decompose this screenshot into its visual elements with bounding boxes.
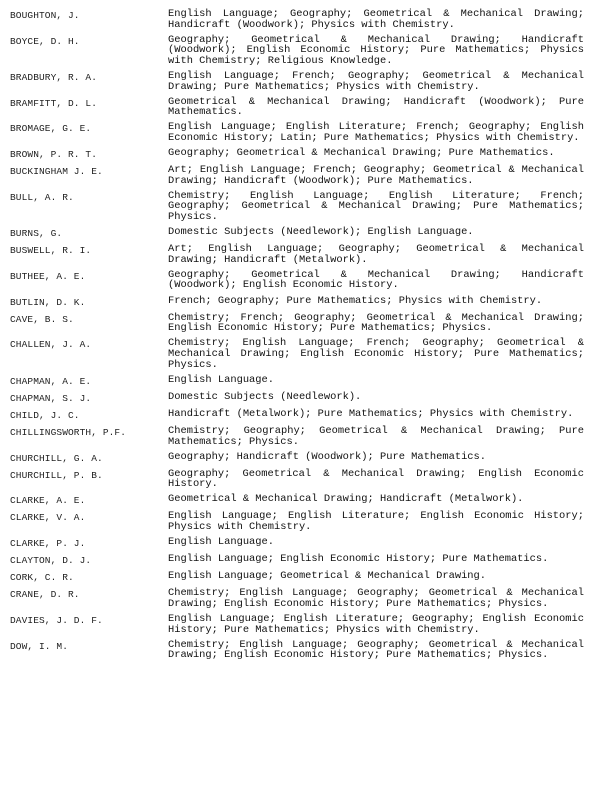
list-item	[10, 296, 590, 309]
subject-list: English Language; English Literature; French; Geography; English Economic History; Latin; Pure Mathematics; Physics with Chemistry.	[168, 121, 584, 144]
candidate-name: CHAPMAN, S. J.	[10, 392, 92, 404]
candidate-name: CHURCHILL, G. A.	[10, 452, 103, 464]
candidate-name: BUCKINGHAM J. E.	[10, 166, 103, 178]
subject-list: Chemistry; Geography; Geometrical & Mechanical Drawing; Pure Mathematics; Physics.	[168, 424, 584, 448]
candidate-name: CLARKE, P. J.	[10, 538, 86, 550]
subject-list: Chemistry; French; Geography; Geometrical & Mechanical Drawing; English Economic History; Pure Mathematics; Physics.	[168, 311, 584, 335]
list-item	[10, 494, 590, 507]
list-item	[10, 97, 590, 118]
candidate-name: CHURCHILL, P. B.	[10, 469, 103, 481]
list-item	[10, 537, 590, 550]
candidate-name: DAVIES, J. D. F.	[10, 615, 103, 627]
candidate-name: CAVE, B. S.	[10, 313, 74, 325]
subject-list: English Language; Geometrical & Mechanical Drawing.	[168, 570, 487, 583]
candidate-name: BOYCE, D. H.	[10, 35, 80, 47]
list-item	[10, 122, 590, 143]
candidate-name: BUTHEE, A. E.	[10, 270, 86, 282]
candidate-name: BRAMFITT, D. L.	[10, 97, 98, 109]
candidate-name: BULL, A. R.	[10, 191, 74, 203]
subject-list: English Language; French; Geography; Geometrical & Mechanical Drawing; Pure Mathematics; Physics with Chemistry.	[168, 69, 584, 93]
candidate-name: CHAPMAN, A. E.	[10, 375, 92, 387]
subject-list: Handicraft (Metalwork); Pure Mathematics; Physics with Chemistry.	[168, 407, 574, 420]
candidate-name: BURNS, G.	[10, 228, 63, 240]
list-item	[10, 392, 590, 405]
list-item	[10, 270, 590, 291]
list-item	[10, 511, 590, 532]
subject-list: Art; English Language; Geography; Geometrical & Mechanical Drawing; Handicraft (Metalwork).	[168, 243, 584, 266]
candidate-name: CRANE, D. R.	[10, 589, 80, 601]
subject-list: French; Geography; Pure Mathematics; Physics with Chemistry.	[168, 294, 543, 307]
list-item	[10, 409, 590, 422]
list-item	[10, 165, 590, 186]
candidate-name: CLARKE, A. E.	[10, 495, 86, 507]
candidate-name: CHILLINGSWORTH, P.F.	[10, 426, 127, 438]
candidate-name: CHILD, J. C.	[10, 409, 80, 421]
candidate-name: BOUGHTON, J.	[10, 10, 80, 21]
candidate-name: CORK, C. R.	[10, 572, 74, 584]
subject-list: Domestic Subjects (Needlework).	[168, 390, 362, 403]
candidate-name: CLAYTON, D. J.	[10, 555, 92, 567]
list-item	[10, 614, 590, 635]
candidate-name: CLARKE, V. A.	[10, 512, 86, 524]
candidate-name: BROWN, P. R. T.	[10, 149, 98, 161]
subject-list: English Language; English Economic History; Pure Mathematics.	[168, 553, 549, 566]
list-item	[10, 640, 590, 661]
list-item	[10, 588, 590, 609]
subject-list: Chemistry; English Language; French; Geography; Geometrical & Mechanical Drawing; English Economic History; Pure Mathematics; Physics.	[168, 337, 584, 371]
list-item	[10, 9, 590, 30]
list-item	[10, 452, 590, 465]
subject-list: Geometrical & Mechanical Drawing; Handicraft (Woodwork); Pure Mathematics.	[168, 95, 584, 119]
subject-list: Art; English Language; French; Geography; Geometrical & Mechanical Drawing; Handicraft (Woodwork); Pure Mathematics.	[168, 164, 584, 187]
candidate-name: DOW, I. M.	[10, 640, 69, 652]
subject-list: English Language.	[168, 536, 275, 549]
subject-list: English Language; Geography; Geometrical & Mechanical Drawing; Handicraft (Woodwork); Physics with Chemistry.	[168, 8, 584, 31]
list-item	[10, 35, 590, 67]
subject-list: Geography; Geometrical & Mechanical Drawing; Pure Mathematics.	[168, 147, 555, 160]
subject-list: Geography; Geometrical & Mechanical Drawing; Handicraft (Woodwork); English Economic History; Pure Mathematics; Physics with Chemistry; Religious Knowledge.	[168, 33, 584, 67]
subject-list: English Language.	[168, 373, 275, 386]
subject-list: Geography; Geometrical & Mechanical Drawing; English Economic History.	[168, 467, 584, 491]
subject-list: English Language; English Literature; English Economic History; Physics with Chemistry.	[168, 510, 584, 534]
candidate-name: BRADBURY, R. A.	[10, 71, 98, 83]
subject-list: Chemistry; English Language; Geography; Geometrical & Mechanical Drawing; English Economic History; Pure Mathematics; Physics.	[168, 638, 584, 662]
candidate-name: BUTLIN, D. K.	[10, 296, 86, 308]
candidate-name: BROMAGE, G. E.	[10, 123, 92, 135]
subject-list: Geometrical & Mechanical Drawing; Handicraft (Metalwork).	[168, 493, 524, 506]
subject-list: Chemistry; English Language; English Literature; French; Geography; Geometrical & Mechanical Drawing; Pure Mathematics; Physics.	[168, 189, 584, 223]
list-item	[10, 571, 590, 584]
list-item	[10, 313, 590, 334]
candidate-name: CHALLEN, J. A.	[10, 339, 92, 351]
list-item	[10, 375, 590, 388]
candidate-name: BUSWELL, R. I.	[10, 245, 92, 257]
subject-list: Domestic Subjects (Needlework); English Language.	[168, 226, 474, 239]
list-item	[10, 71, 590, 92]
list-item	[10, 338, 590, 370]
subject-list: Geography; Geometrical & Mechanical Drawing; Handicraft (Woodwork); English Economic History.	[168, 268, 584, 292]
subject-list: English Language; English Literature; Geography; English Economic History; Pure Mathematics; Physics with Chemistry.	[168, 613, 584, 636]
list-item	[10, 227, 590, 240]
results-list	[10, 9, 590, 666]
list-item	[10, 469, 590, 490]
list-item	[10, 191, 590, 223]
list-item	[10, 244, 590, 265]
list-item	[10, 426, 590, 447]
subject-list: Geography; Handicraft (Woodwork); Pure Mathematics.	[168, 450, 487, 463]
subject-list: Chemistry; English Language; Geography; Geometrical & Mechanical Drawing; English Economic History; Pure Mathematics; Physics.	[168, 587, 584, 611]
list-item	[10, 148, 590, 161]
list-item	[10, 554, 590, 567]
